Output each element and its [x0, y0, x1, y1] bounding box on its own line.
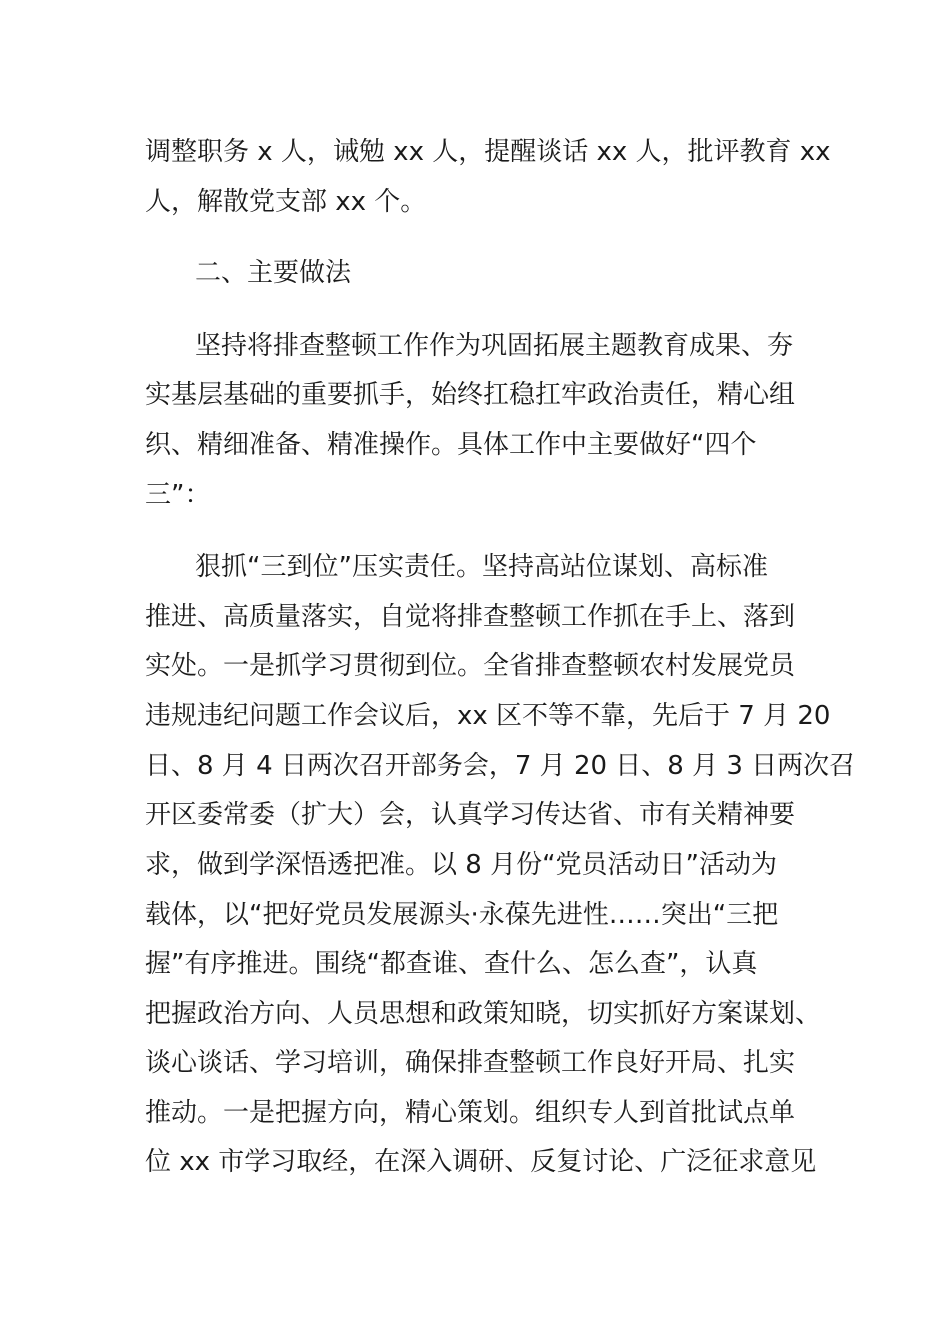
para2-line-1: 坚持将排查整顿工作作为巩固拓展主题教育成果、夯	[195, 331, 794, 361]
para3-line-1: 狠抓“三到位”压实责任。坚持高站位谋划、高标准	[195, 552, 768, 582]
para3-line-7: 求，做到学深悟透把准。以 8 月份“党员活动日”活动为	[145, 850, 778, 880]
para3-line-8: 载体，以“把好党员发展源头·永葆先进性……突出“三把	[145, 900, 779, 930]
para2-line-2: 实基层基础的重要抓手，始终扛稳扛牢政治责任，精心组	[145, 380, 796, 410]
para3-line-6: 开区委常委（扩大）会，认真学习传达省、市有关精神要	[145, 800, 796, 830]
para3-line-5: 日、8 月 4 日两次召开部务会，7 月 20 日、8 月 3 日两次召	[145, 751, 856, 781]
para3-line-12: 推动。一是把握方向，精心策划。组织专人到首批试点单	[145, 1098, 796, 1128]
para2-line-3: 织、精细准备、精准操作。具体工作中主要做好“四个	[145, 430, 757, 460]
para3-line-11: 谈心谈话、学习培训，确保排查整顿工作良好开局、扎实	[145, 1048, 796, 1078]
para2-line-4: 三”：	[145, 480, 211, 510]
para1-line-1: 调整职务 x 人，诫勉 xx 人，提醒谈话 xx 人，批评教育 xx	[145, 137, 831, 167]
para3-line-9: 握”有序推进。围绕“都查谁、查什么、怎么查”，认真	[145, 949, 758, 979]
para3-line-10: 把握政治方向、人员思想和政策知晓，切实抓好方案谋划、	[145, 999, 822, 1029]
para1-line-2: 人，解散党支部 xx 个。	[145, 187, 427, 217]
section-heading: 二、主要做法	[195, 258, 352, 288]
para3-line-3: 实处。一是抓学习贯彻到位。全省排查整顿农村发展党员	[145, 651, 796, 681]
para3-line-13: 位 xx 市学习取经，在深入调研、反复讨论、广泛征求意见	[145, 1147, 817, 1177]
para3-line-4: 违规违纪问题工作会议后，xx 区不等不靠，先后于 7 月 20	[145, 701, 831, 731]
para3-line-2: 推进、高质量落实，自觉将排查整顿工作抓在手上、落到	[145, 602, 796, 632]
